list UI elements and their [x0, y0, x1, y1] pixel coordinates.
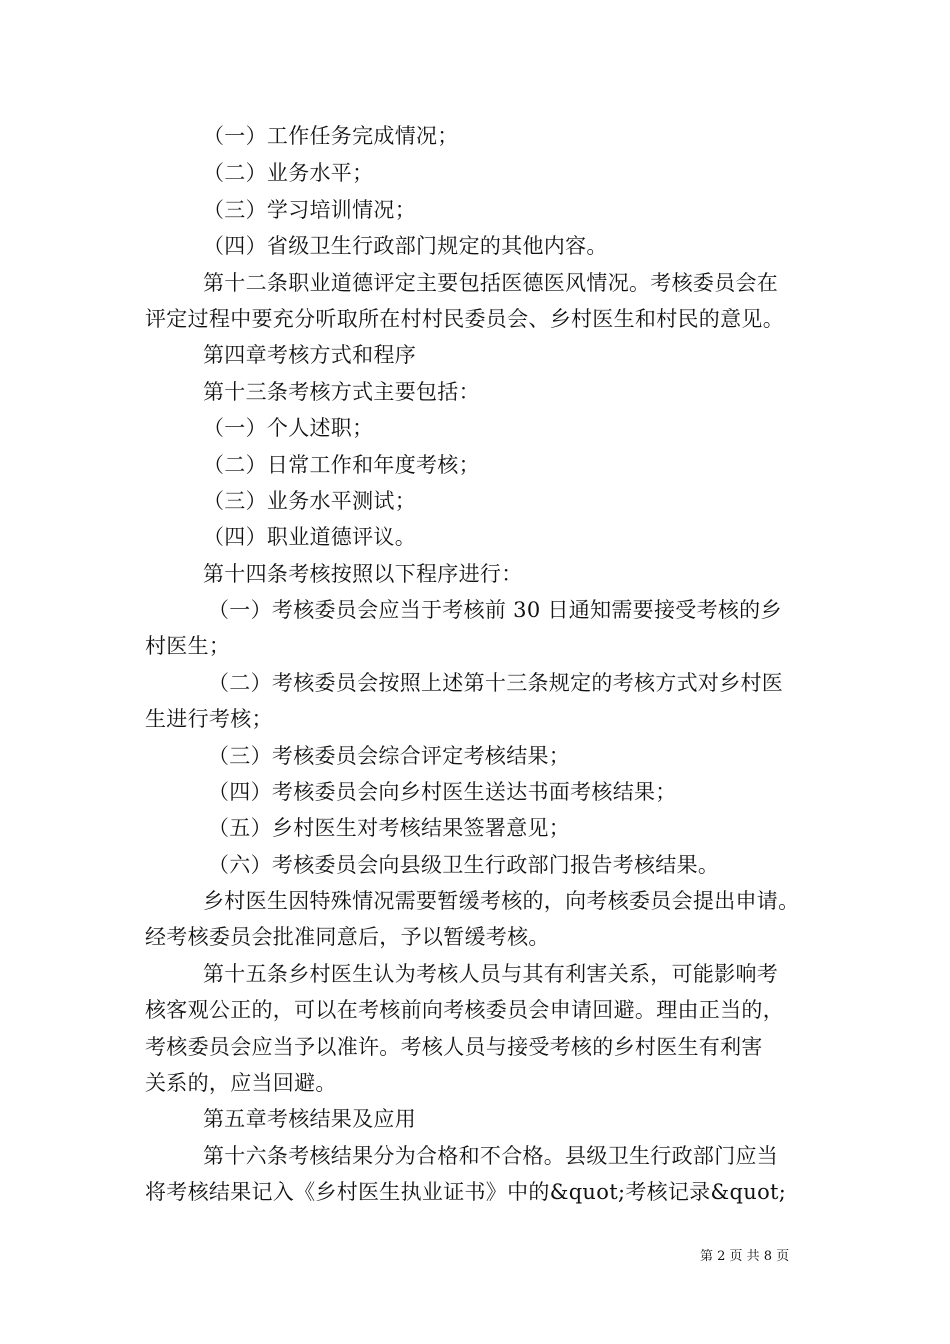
- text-line: （四）省级卫生行政部门规定的其他内容。: [203, 234, 608, 258]
- text-line: 第十二条职业道德评定主要包括医德医风情况。考核委员会在: [203, 271, 779, 295]
- text-line: （四）考核委员会向乡村医生送达书面考核结果；: [208, 780, 677, 804]
- text-line: 第五章考核结果及应用: [203, 1107, 416, 1131]
- text-line: 第十三条考核方式主要包括：: [203, 380, 480, 404]
- text-line: 生进行考核；: [145, 707, 273, 731]
- text-line: （一）个人述职；: [203, 416, 374, 440]
- text-line: （六）考核委员会向县级卫生行政部门报告考核结果。: [208, 853, 720, 877]
- text-line: 第十五条乡村医生认为考核人员与其有利害关系，可能影响考: [203, 962, 779, 986]
- text-line: 第十六条考核结果分为合格和不合格。县级卫生行政部门应当: [203, 1144, 779, 1168]
- text-line: （一）考核委员会应当于考核前 30 日通知需要接受考核的乡: [208, 598, 782, 622]
- text-line: （二）业务水平；: [203, 161, 374, 185]
- text-line: （三）学习培训情况；: [203, 198, 416, 222]
- text-line: 经考核委员会批准同意后，予以暂缓考核。: [145, 925, 550, 949]
- text-line: 考核委员会应当予以准许。考核人员与接受考核的乡村医生有利害: [145, 1035, 763, 1059]
- text-line: 第十四条考核按照以下程序进行：: [203, 562, 523, 586]
- text-line: （四）职业道德评议。: [203, 525, 416, 549]
- text-line: （一）工作任务完成情况；: [203, 124, 459, 148]
- text-line: 关系的，应当回避。: [145, 1071, 337, 1095]
- page-number-footer: 第 2 页 共 8 页: [700, 1249, 790, 1264]
- text-line: 将考核结果记入《乡村医生执业证书》中的&quot;考核记录&quot;: [145, 1180, 787, 1204]
- text-line: （三）业务水平测试；: [203, 489, 416, 513]
- text-line: 评定过程中要充分听取所在村村民委员会、乡村医生和村民的意见。: [145, 307, 784, 331]
- text-line: 第四章考核方式和程序: [203, 343, 416, 367]
- text-line: 乡村医生因特殊情况需要暂缓考核的，向考核委员会提出申请。: [203, 889, 800, 913]
- text-line: （三）考核委员会综合评定考核结果；: [208, 744, 571, 768]
- text-line: 村医生；: [145, 634, 231, 658]
- text-line: （二）日常工作和年度考核；: [203, 453, 480, 477]
- text-line: （二）考核委员会按照上述第十三条规定的考核方式对乡村医: [208, 671, 784, 695]
- text-line: （五）乡村医生对考核结果签署意见；: [208, 816, 571, 840]
- text-line: 核客观公正的，可以在考核前向考核委员会申请回避。理由正当的，: [145, 998, 784, 1022]
